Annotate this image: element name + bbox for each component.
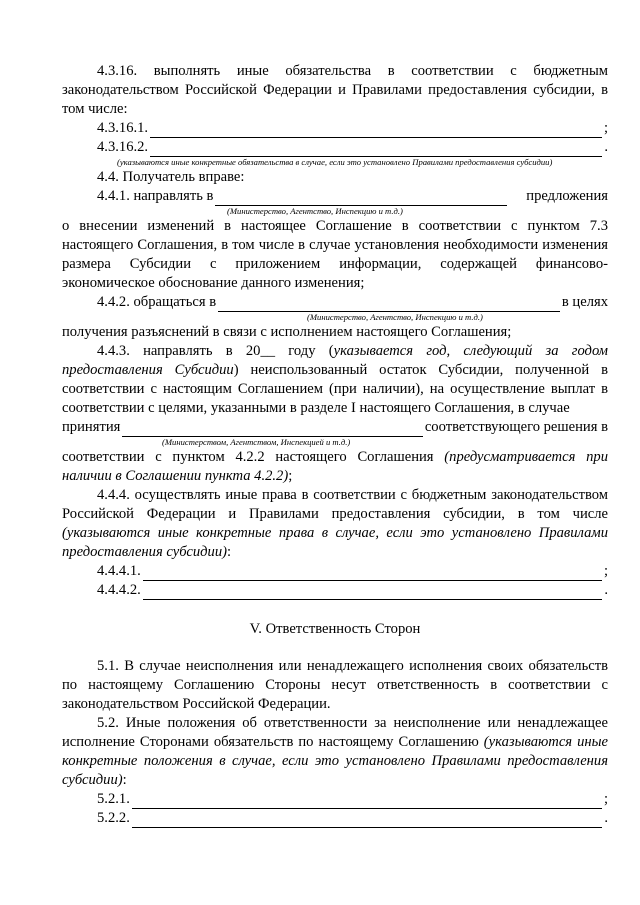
clause-5-2-2-line: 5.2.2. . bbox=[97, 810, 608, 826]
blank-line bbox=[143, 585, 603, 600]
clause-4-3-16-1-line: 4.3.16.1. ; bbox=[97, 120, 608, 136]
clause-5-2-text: 5.2. Иные положения об ответственности за неисполнение или ненадлежащее исполнение Сторонами обязательств по настоящему Соглашению (указываются иные конкретные положения в случае, если это установлено Правилами предоставления субсидии): bbox=[62, 715, 609, 788]
clause-4-4-2-line: 4.4.2. обращаться в в целях bbox=[97, 294, 608, 310]
document-page bbox=[62, 62, 608, 828]
clause-4-4-title: 4.4. Получатель вправе: bbox=[97, 169, 245, 185]
clause-4-4-3-continuation: соответствии с пунктом 4.2.2 настоящего Соглашения (предусматривается при наличии в Соглашении пункта 4.2.2); bbox=[62, 449, 608, 484]
clause-4-4-4-text: 4.4.4. осуществлять иные права в соответствии с бюджетным законодательством Российской Федерации и Правилами предоставления субсидии, в том числе (указываются иные конкретные права в случае, если это установлено Правилами предоставления субсидии): bbox=[62, 487, 608, 560]
clause-4-4-1-line: 4.4.1. направлять в предложения bbox=[97, 188, 608, 204]
clause-4-4-1-text: о внесении изменений в настоящее Соглашение в соответствии с пунктом 7.3 настоящего Соглашения, в том числе в случае установления необходимости изменения размера Субсидии с приложением информации, содержащей финансово-экономическое обоснование данного изменения; bbox=[62, 218, 608, 291]
clause-5-1-text: 5.1. В случае неисполнения или ненадлежащего исполнения своих обязательств по настоящему Соглашению Стороны несут ответственность в соответствии с законодательством Российской Федерации. bbox=[62, 658, 608, 712]
clause-4-4-4-1-line: 4.4.4.1. ; bbox=[97, 563, 608, 579]
clause-4-4-3-line: принятия соответствующего решения в bbox=[62, 419, 608, 435]
clause-5-2-1-line: 5.2.1. ; bbox=[97, 791, 608, 807]
blank-line bbox=[218, 297, 560, 312]
blank-line bbox=[132, 794, 602, 809]
clause-4-4-3-text: 4.4.3. направлять в 20__ году (указывается год, следующий за годом предоставления Субсидии) неиспользованный остаток Субсидии, полученной в соответствии с настоящим Соглашением (при наличии), на осуществление выплат в соответствии с целями, указанными в разделе I настоящего Соглашения, в случае bbox=[62, 343, 608, 416]
clause-4-4-4-2-line: 4.4.4.2. . bbox=[97, 582, 608, 598]
section-v-title: V. Ответственность Сторон bbox=[249, 621, 421, 637]
clause-4-4-3-footnote: (Министерством, Агентством, Инспекцией и т.д.) bbox=[162, 437, 351, 447]
blank-line bbox=[150, 123, 602, 138]
blank-line bbox=[143, 566, 602, 581]
clause-4-3-16-2-line: 4.3.16.2. . bbox=[97, 139, 608, 155]
blank-line bbox=[132, 813, 603, 828]
clause-4-4-2-text: получения разъяснений в связи с исполнением настоящего Соглашения; bbox=[62, 324, 512, 340]
clause-4-3-16-footnote: (указываются иные конкретные обязательства в случае, если это установлено Правилами предоставления субсидии) bbox=[117, 157, 553, 167]
clause-4-4-1-footnote: (Министерство, Агентство, Инспекцию и т.д.) bbox=[227, 206, 403, 216]
blank-line bbox=[150, 142, 602, 157]
blank-line bbox=[215, 191, 507, 206]
blank-line bbox=[122, 422, 422, 437]
clause-4-3-16-heading: 4.3.16. выполнять иные обязательства в соответствии с бюджетным bbox=[97, 63, 608, 79]
clause-4-3-16-text: законодательством Российской Федерации и Правилами предоставления субсидии, в том числе: bbox=[62, 82, 608, 117]
clause-4-4-2-footnote: (Министерство, Агентство, Инспекцию и т.д.) bbox=[307, 312, 483, 322]
